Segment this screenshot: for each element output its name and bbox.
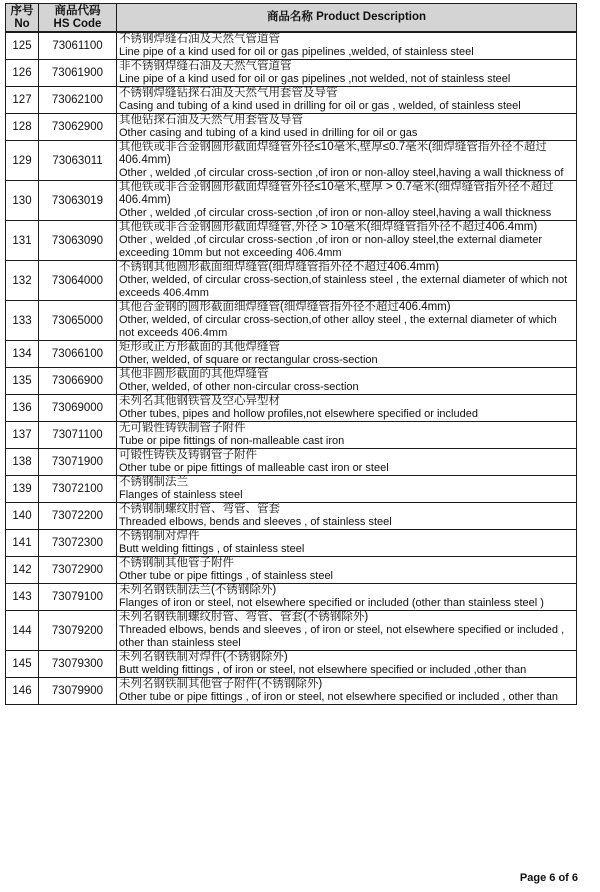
- description-zh: 无可锻性铸铁制管子附件: [119, 422, 246, 434]
- hs-code-cell: 73063090: [39, 221, 117, 261]
- description-en: Other, welded, of square or rectangular cross-section: [119, 354, 378, 366]
- description-zh: 其他非圆形截面的其他焊缝管: [119, 368, 269, 380]
- description-cell: [117, 301, 577, 341]
- header-code-zh: 商品代码: [54, 5, 101, 17]
- row-number-cell: 128: [6, 114, 39, 141]
- hs-code-cell: 73072900: [39, 557, 117, 584]
- description-zh: 不锈钢制法兰: [119, 476, 188, 488]
- table-row: [6, 611, 577, 651]
- description-cell: [117, 651, 577, 678]
- description-en: Casing and tubing of a kind used in drilling for oil or gas , welded, of stainless steel: [119, 100, 521, 112]
- table-row: [6, 141, 577, 181]
- row-number-cell: 140: [6, 503, 39, 530]
- description-en: Other tube or pipe fittings , of iron or steel, not elsewhere specified or included , other than: [119, 691, 559, 703]
- description-cell: [117, 221, 577, 261]
- header-no-en: No: [14, 17, 30, 30]
- description-cell: [117, 449, 577, 476]
- description-en: Line pipe of a kind used for oil or gas pipelines ,welded, of stainless steel: [119, 46, 474, 58]
- description-en: Other tube or pipe fittings of malleable cast iron or steel: [119, 462, 389, 474]
- hs-code-cell: 73079900: [39, 678, 117, 705]
- description-zh: 不锈钢制螺纹肘管、弯管、管套: [119, 503, 280, 515]
- table-row: [6, 368, 577, 395]
- hs-code-cell: 73079100: [39, 584, 117, 611]
- header-description-label: 商品名称 Product Description: [266, 11, 427, 24]
- table-header: [6, 4, 577, 33]
- description-cell: [117, 678, 577, 705]
- header-no-zh: 序号: [10, 5, 34, 17]
- table-row: [6, 261, 577, 301]
- row-number-cell: 137: [6, 422, 39, 449]
- header-cell-description: [117, 4, 577, 33]
- description-zh: 其他铁或非合金钢圆形截面焊缝管,外径 > 10毫米(细焊缝管指外径不超过406.4mm): [119, 221, 538, 233]
- row-number-cell: 126: [6, 60, 39, 87]
- description-zh: 未列名钢铁制对焊件(不锈钢除外): [119, 651, 288, 663]
- table-row: [6, 301, 577, 341]
- description-cell: [117, 557, 577, 584]
- description-cell: [117, 261, 577, 301]
- description-zh: 其他铁或非合金钢圆形截面焊缝管外径≤10毫米,壁厚 > 0.7毫米(细焊缝管指外径不超过406.4mm): [119, 181, 554, 206]
- row-number-cell: 130: [6, 181, 39, 221]
- description-en: Butt welding fittings , of iron or steel, not elsewhere specified or included ,other than: [119, 664, 527, 676]
- description-zh: 不锈钢制对焊件: [119, 530, 200, 542]
- header-cell-code: [39, 4, 117, 33]
- description-zh: 其他钻探石油及天然气用套管及导管: [119, 114, 303, 126]
- table-row: [6, 114, 577, 141]
- description-zh: 不锈钢其他圆形截面细焊缝管(细焊缝管指外径不超过406.4mm): [119, 261, 440, 273]
- table-row: [6, 221, 577, 261]
- description-cell: [117, 341, 577, 368]
- description-cell: [117, 60, 577, 87]
- description-en: Threaded elbows, bends and sleeves , of stainless steel: [119, 516, 392, 528]
- table-row: [6, 449, 577, 476]
- description-cell: [117, 32, 577, 60]
- description-zh: 其他铁或非合金钢圆形截面焊缝管外径≤10毫米,壁厚≤0.7毫米(细焊缝管指外径不超过406.4mm): [119, 141, 547, 166]
- hs-code-cell: 73066100: [39, 341, 117, 368]
- description-en: Line pipe of a kind used for oil or gas pipelines ,not welded, not of stainless steel: [119, 73, 511, 85]
- description-cell: [117, 584, 577, 611]
- row-number-cell: 132: [6, 261, 39, 301]
- description-cell: [117, 476, 577, 503]
- description-zh: 不锈钢制其他管子附件: [119, 557, 234, 569]
- hs-code-cell: 73064000: [39, 261, 117, 301]
- row-number-cell: 136: [6, 395, 39, 422]
- description-cell: [117, 114, 577, 141]
- header-code-en: HS Code: [53, 17, 102, 30]
- table-row: [6, 422, 577, 449]
- table-row: [6, 503, 577, 530]
- header-row: [6, 4, 577, 33]
- table-row: [6, 651, 577, 678]
- row-number-cell: 131: [6, 221, 39, 261]
- description-en: Other , welded ,of circular cross-section ,of iron or non-alloy steel,having a wall thickness of: [119, 167, 564, 179]
- row-number-cell: 134: [6, 341, 39, 368]
- row-number-cell: 135: [6, 368, 39, 395]
- table-row: [6, 557, 577, 584]
- hs-code-cell: 73079300: [39, 651, 117, 678]
- page-number: Page 6 of 6: [519, 872, 578, 884]
- hs-code-cell: 73063011: [39, 141, 117, 181]
- hs-code-cell: 73072300: [39, 530, 117, 557]
- description-zh: 未列名钢铁制螺纹肘管、弯管、管套(不锈钢除外): [119, 611, 369, 623]
- description-cell: [117, 368, 577, 395]
- description-cell: [117, 395, 577, 422]
- row-number-cell: 143: [6, 584, 39, 611]
- table-row: [6, 395, 577, 422]
- hs-code-cell: 73071900: [39, 449, 117, 476]
- description-cell: [117, 503, 577, 530]
- hs-code-cell: 73063019: [39, 181, 117, 221]
- row-number-cell: 142: [6, 557, 39, 584]
- description-zh: 可锻性铸铁及铸钢管子附件: [119, 449, 257, 461]
- description-en: Flanges of iron or steel, not elsewhere specified or included (other than stainless steel ): [119, 597, 544, 609]
- description-cell: [117, 422, 577, 449]
- description-en: Other tubes, pipes and hollow profiles,not elsewhere specified or included: [119, 408, 478, 420]
- table-row: [6, 530, 577, 557]
- row-number-cell: 133: [6, 301, 39, 341]
- table-row: [6, 32, 577, 60]
- hs-code-cell: 73071100: [39, 422, 117, 449]
- description-en: Threaded elbows, bends and sleeves , of iron or steel, not elsewhere specified or included , other than stainless steel: [119, 624, 565, 649]
- description-en: Butt welding fittings , of stainless steel: [119, 543, 305, 555]
- description-en: Other, welded, of circular cross-section,of stainless steel , the external diameter of which not exceeds 406.4mm: [119, 274, 568, 299]
- description-zh: 其他合金钢的圆形截面细焊缝管(细焊缝管指外径不超过406.4mm): [119, 301, 451, 313]
- hs-code-cell: 73072100: [39, 476, 117, 503]
- table-row: [6, 60, 577, 87]
- hs-code-cell: 73079200: [39, 611, 117, 651]
- hs-code-cell: 73072200: [39, 503, 117, 530]
- description-zh: 不锈钢焊缝石油及天然气管道管: [119, 33, 280, 45]
- description-cell: [117, 141, 577, 181]
- hs-code-cell: 73066900: [39, 368, 117, 395]
- row-number-cell: 139: [6, 476, 39, 503]
- row-number-cell: 144: [6, 611, 39, 651]
- table-row: [6, 678, 577, 705]
- description-zh: 未列名钢铁制法兰(不锈钢除外): [119, 584, 277, 596]
- row-number-cell: 145: [6, 651, 39, 678]
- description-en: Other , welded ,of circular cross-section ,of iron or non-alloy steel,having a wall thickness: [119, 207, 552, 219]
- row-number-cell: 141: [6, 530, 39, 557]
- description-zh: 未列名钢铁制其他管子附件(不锈钢除外): [119, 678, 323, 690]
- row-number-cell: 146: [6, 678, 39, 705]
- description-cell: [117, 87, 577, 114]
- description-en: Other tube or pipe fittings , of stainless steel: [119, 570, 334, 582]
- description-en: Other, welded, of other non-circular cross-section: [119, 381, 359, 393]
- table-body: [6, 32, 577, 705]
- description-zh: 非不锈钢焊缝石油及天然气管道管: [119, 60, 292, 72]
- description-cell: [117, 611, 577, 651]
- hs-code-cell: 73065000: [39, 301, 117, 341]
- description-zh: 矩形或正方形截面的其他焊缝管: [119, 341, 280, 353]
- table-row: [6, 476, 577, 503]
- description-en: Other , welded ,of circular cross-section ,of iron or non-alloy steel,the external diameter exceeding 10mm but not exceeding 406.4mm: [119, 234, 543, 259]
- table-row: [6, 584, 577, 611]
- table-row: [6, 181, 577, 221]
- description-zh: 未列名其他钢铁管及空心异型材: [119, 395, 280, 407]
- description-en: Other casing and tubing of a kind used in drilling for oil or gas: [119, 127, 418, 139]
- hs-code-cell: 73062900: [39, 114, 117, 141]
- description-zh: 不锈钢焊缝钻探石油及天然气用套管及导管: [119, 87, 338, 99]
- hs-code-cell: 73062100: [39, 87, 117, 114]
- row-number-cell: 138: [6, 449, 39, 476]
- table-row: [6, 341, 577, 368]
- description-en: Tube or pipe fittings of non-malleable cast iron: [119, 435, 345, 447]
- row-number-cell: 125: [6, 32, 39, 60]
- header-cell-no: [6, 4, 39, 33]
- hs-code-cell: 73061100: [39, 32, 117, 60]
- description-en: Other, welded, of circular cross-section,of other alloy steel , the external diameter of which not exceeds 406.4mm: [119, 314, 557, 339]
- row-number-cell: 129: [6, 141, 39, 181]
- description-cell: [117, 530, 577, 557]
- description-cell: [117, 181, 577, 221]
- table-row: [6, 87, 577, 114]
- hs-code-cell: 73061900: [39, 60, 117, 87]
- hs-code-table: [5, 3, 577, 705]
- hs-code-cell: 73069000: [39, 395, 117, 422]
- row-number-cell: 127: [6, 87, 39, 114]
- description-en: Flanges of stainless steel: [119, 489, 243, 501]
